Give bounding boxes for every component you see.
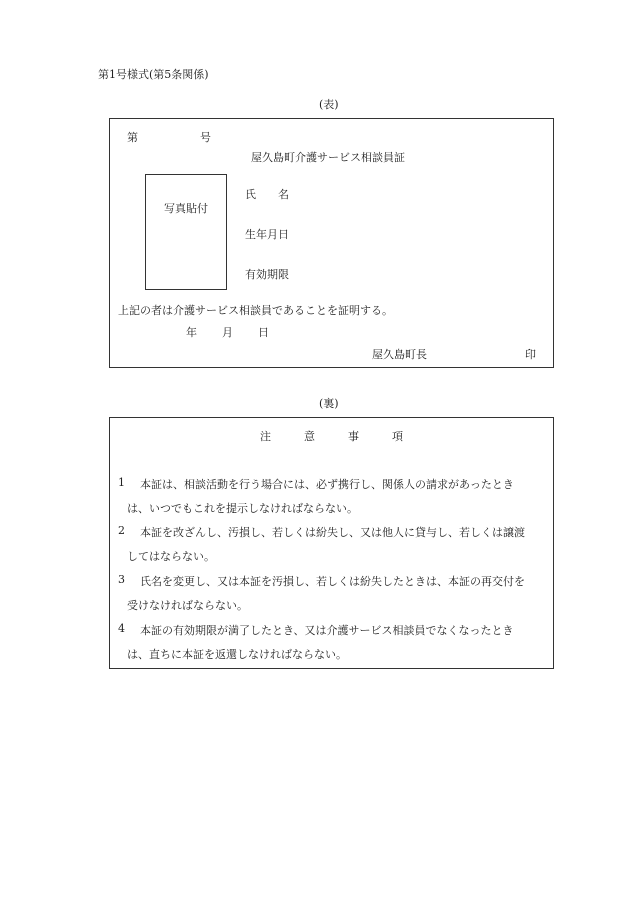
item-line-1: 氏名を変更し、又は本証を汚損し、若しくは紛失したときは、本証の再交付を [140,575,525,588]
photo-box [145,174,227,290]
item-number: 1 [118,476,125,489]
date-day: 日 [258,326,269,339]
item-line-1: 本証は、相談活動を行う場合には、必ず携行し、関係人の請求があったとき [140,478,514,491]
number-suffix: 号 [200,131,211,144]
certification-text: 上記の者は介護サービス相談員であることを証明する。 [118,304,393,317]
item-line-2: 受けなければならない。 [127,599,248,612]
card-title: 屋久島町介護サービス相談員証 [251,151,405,164]
item-line-1: 本証を改ざんし、汚損し、若しくは紛失し、又は他人に貸与し、若しくは譲渡 [140,526,525,539]
field-birth: 生年月日 [245,228,289,241]
form-label: 第1号様式(第5条関係) [98,68,209,81]
item-line-1: 本証の有効期限が満了したとき、又は介護サービス相談員でなくなったとき [140,624,514,637]
back-heading: (裏) [319,397,339,410]
item-line-2: は、直ちに本証を返還しなければならない。 [127,648,347,661]
photo-label: 写真貼付 [164,202,208,215]
item-number: 2 [118,524,125,537]
field-validity: 有効期限 [245,268,289,281]
date-month: 月 [222,326,233,339]
front-heading: (表) [319,98,339,111]
seal-mark: 印 [525,348,536,361]
item-line-2: してはならない。 [127,550,215,563]
number-prefix: 第 [127,131,138,144]
date-year: 年 [186,326,197,339]
issuer: 屋久島町長 [372,348,427,361]
item-number: 4 [118,622,125,635]
item-line-2: は、いつでもこれを提示しなければならない。 [127,502,358,515]
field-name: 氏 名 [245,188,289,201]
notice-title: 注 意 事 項 [260,430,403,443]
item-number: 3 [118,573,125,586]
